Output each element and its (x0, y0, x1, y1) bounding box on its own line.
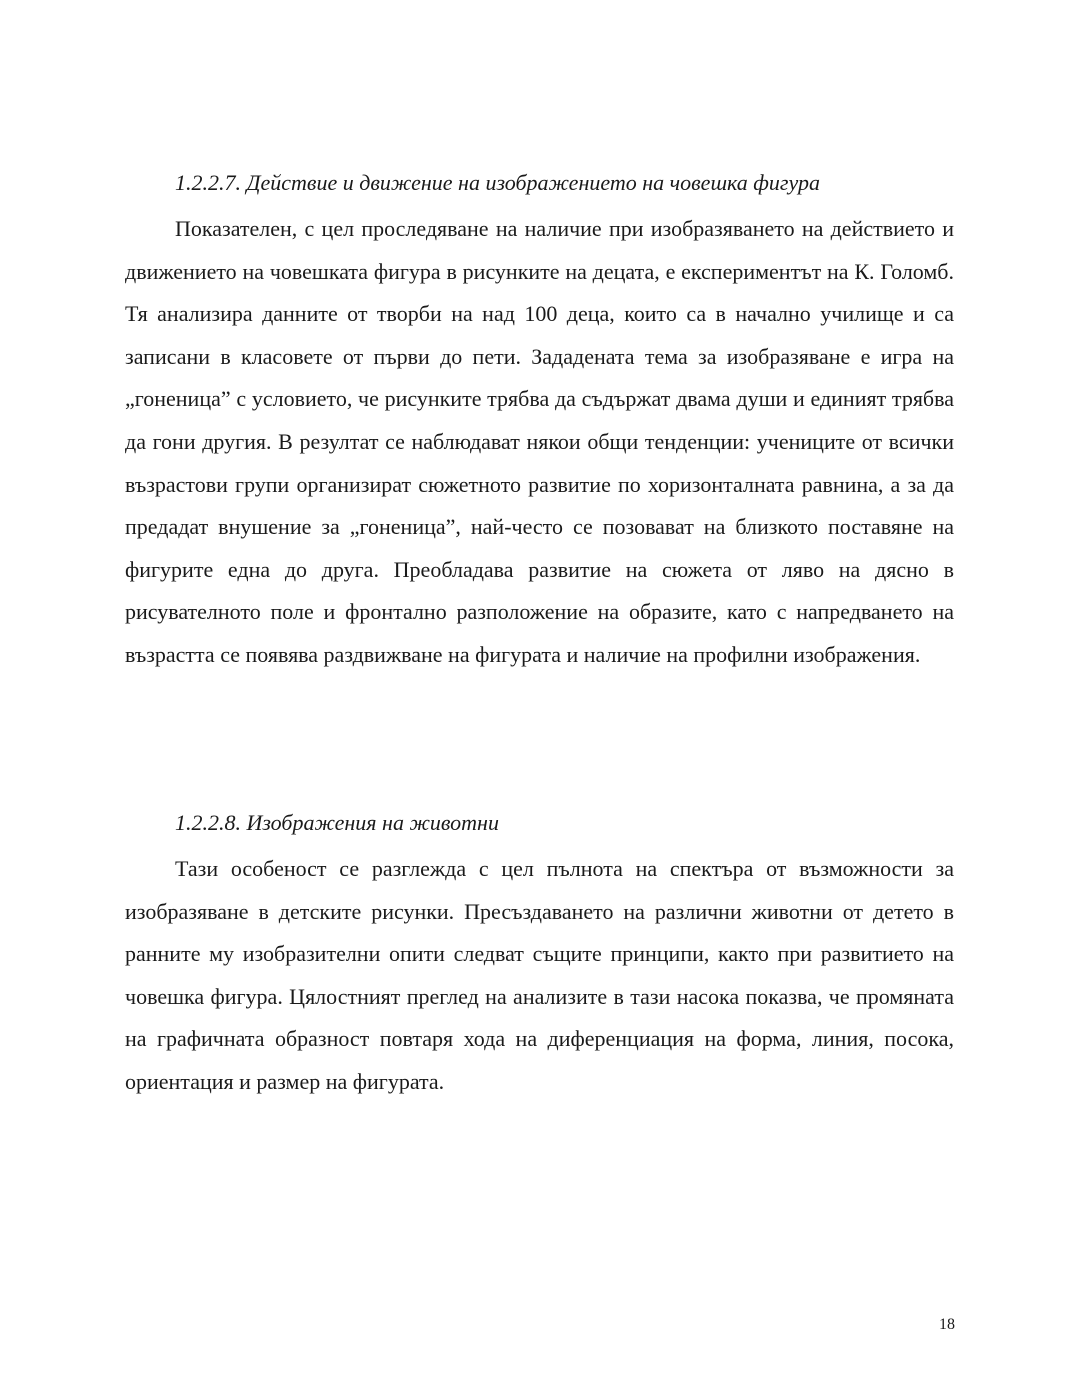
section-paragraph: Тази особеност се разглежда с цел пълнота на спектъра от възможности за изобразяване в детските рисунки. Пресъздаването на различни животни от детето в ранните му изобразителни опити следват същите принципи, както при развитието на човешка фигура. Цялостният преглед на анализите в тази насока показва, че промяната на графичната образност повтаря хода на диференциация на форма, линия, посока, ориентация и размер на фигурата. (125, 856, 954, 1094)
section-1-2-2-7 (125, 166, 954, 677)
section-1-2-2-8 (125, 806, 954, 1104)
section-paragraph: Показателен, с цел проследяване на наличие при изобразяването на действието и движението на човешката фигура в рисунките на децата, е експериментът на К. Голомб. Тя анализира данните от творби на над 100 деца, които са в начално училище и са записани в класовете от първи до пети. Зададената тема за изобразяване е игра на „гоненица” с условието, че рисунките трябва да съдържат двама души и единият трябва да гони другия. В резултат се наблюдават някои общи тенденции: учениците от всички възрастови групи организират сюжетното развитие по хоризонталната равнина, а за да предадат внушение за „гоненица”, най-често се позовават на близкото поставяне на фигурите една до друга. Преобладава развитие на сюжета от ляво на дясно в рисувателното поле и фронтално разположение на образите, като с напредването на възрастта се появява раздвижване на фигурата и наличие на профилни изображения. (125, 216, 954, 667)
section-heading: 1.2.2.7. Действие и движение на изображението на човешка фигура (175, 170, 820, 195)
page-number: 18 (939, 1316, 955, 1333)
section-heading: 1.2.2.8. Изображения на животни (175, 810, 499, 835)
